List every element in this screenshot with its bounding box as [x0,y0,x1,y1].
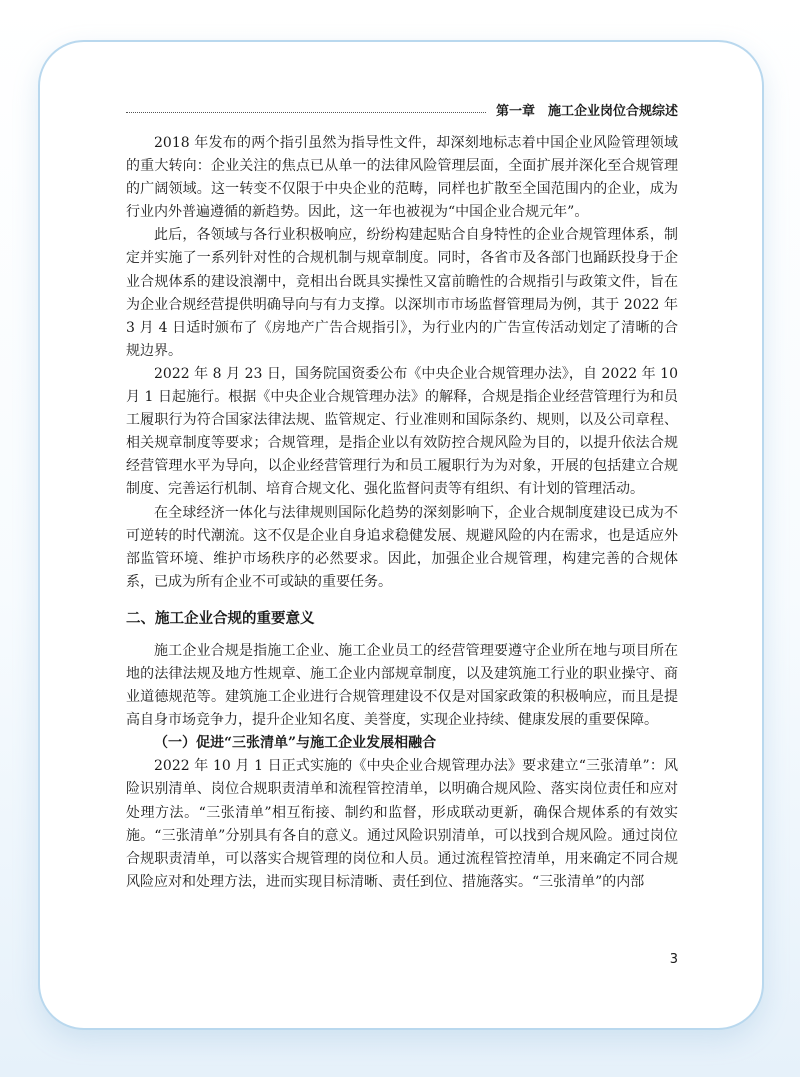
paragraph: 施工企业合规是指施工企业、施工企业员工的经营管理要遵守企业所在地与项目所在地的法律法规及地方性规章、施工企业内部规章制度，以及建筑施工行业的职业操守、商业道德规范等。建筑施工企业进行合规管理建设不仅是对国家政策的积极响应，而且是提高自身市场竞争力，提升企业知名度、美誉度，实现企业持续、健康发展的重要保障。 [126,642,678,729]
header-dotted-rule [126,112,486,113]
paragraph: 2018 年发布的两个指引虽然为指导性文件，却深刻地标志着中国企业风险管理领域的重大转向：企业关注的焦点已从单一的法律风险管理层面，全面扩展并深化至合规管理的广阔领域。这一转变不仅限于中央企业的范畴，同样也扩散至全国范围内的企业，成为行业内外普遍遵循的新趋势。因此，这一年也被视为“中国企业合规元年”。 [126,135,678,221]
chapter-title: 第一章 施工企业岗位合规综述 [495,104,678,119]
running-header [126,100,678,122]
page-number: 3 [669,952,678,967]
page-body [126,132,678,894]
paragraph: 在全球经济一体化与法律规则国际化趋势的深刻影响下，企业合规制度建设已成为不可逆转的时代潮流。这不仅是企业自身追求稳健发展、规避风险的内在需求，也是适应外部监管环境、维护市场秩序的必然要求。因此，加强企业合规管理，构建完善的合规体系，已成为所有企业不可或缺的重要任务。 [126,504,678,590]
paragraph: 2022 年 8 月 23 日，国务院国资委公布《中央企业合规管理办法》，自 2022 年 10 月 1 日起施行。根据《中央企业合规管理办法》的解释，合规是指企业经营管理行为和员工履职行为符合国家法律法规、监管规定、行业准则和国际条约、规则，以及公司章程、相关规章制度等要求；合规管理，是指企业以有效防控合规风险为目的，以提升依法合规经营管理水平为导向，以企业经营管理行为和员工履职行为为对象，开展的包括建立合规制度、完善运行机制、培育合规文化、强化监督问责等有组织、有计划的管理活动。 [126,365,678,498]
paragraph: 2022 年 10 月 1 日正式实施的《中央企业合规管理办法》要求建立“三张清单”：风险识别清单、岗位合规职责清单和流程管控清单，以明确合规风险、落实岗位责任和应对处理方法。“三张清单”相互衔接、制约和监督，形成联动更新，确保合规体系的有效实施。“三张清单”分别具有各自的意义。通过风险识别清单，可以找到合规风险。通过岗位合规职责清单，可以落实合规管理的岗位和人员。通过流程管控清单，用来确定不同合规风险应对和处理方法，进而实现目标清晰、责任到位、措施落实。“三张清单”的内部 [126,758,678,890]
subsection-heading: （一）促进“三张清单”与施工企业发展相融合 [154,735,437,752]
paragraph: 此后，各领域与各行业积极响应，纷纷构建起贴合自身特性的企业合规管理体系，制定并实施了一系列针对性的合规机制与规章制度。同时，各省市及各部门也踊跃投身于企业合规体系的建设浪潮中，竞相出台既具实操性又富前瞻性的合规指引与政策文件，旨在为企业合规经营提供明确导向与有力支撑。以深圳市市场监督管理局为例，其于 2022 年 3 月 4 日适时颁布了《房地产广告合规指引》，为行业内的广告宣传活动划定了清晰的合规边界。 [126,227,678,359]
section-heading: 二、施工企业合规的重要意义 [126,610,315,627]
